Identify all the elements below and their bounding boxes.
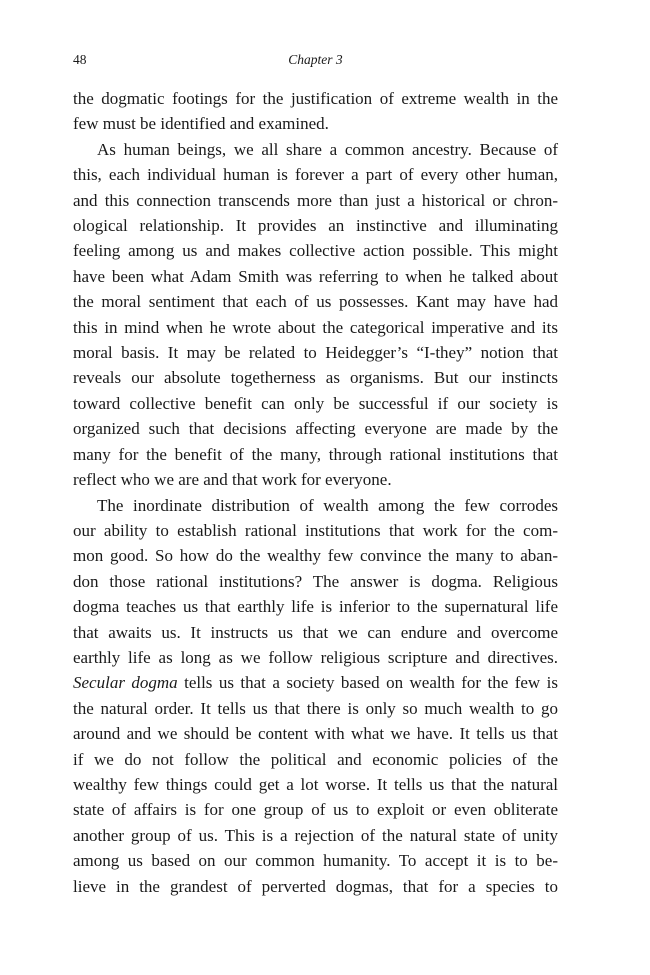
text-line: this in mind when he wrote about the categorical imperative and its [73,317,558,337]
paragraph-2 [73,137,558,493]
text-line: toward collective benefit can only be successful if our society is [73,393,558,413]
text-line: reflect who we are and that work for everyone. [73,470,392,490]
text-line: As human beings, we all share a common ancestry. Because of [97,139,558,159]
text-line: reveals our absolute togetherness as organisms. But our instincts [73,368,558,388]
paragraph-3 [73,493,558,900]
text-line: wealthy few things could get a lot worse. It tells us that the natural [73,774,558,794]
text-line: the dogmatic footings for the justification of extreme wealth in the [73,89,558,108]
text-line: and this connection transcends more than just a historical or chron- [73,190,558,210]
italic-term: Secular dogma [73,673,178,693]
text-line: moral basis. It may be related to Heidegger’s “I-they” notion that [73,343,558,363]
page-number: 48 [73,52,87,67]
text-line: ological relationship. It provides an instinctive and illuminating [73,216,558,236]
text-line: our ability to establish rational institutions that work for the com- [73,520,558,540]
body-text [73,86,558,899]
text-line: dogma teaches us that earthly life is inferior to the supernatural life [73,597,558,617]
text-line: if we do not follow the political and economic policies of the [73,749,558,769]
text-line: state of affairs is for one group of us to exploit or even obliterate [73,800,558,820]
text-line: another group of us. This is a rejection of the natural state of unity [73,825,558,845]
text-line: around and we should be content with what we have. It tells us that [73,724,558,744]
text-line: have been what Adam Smith was referring to when he talked about [73,266,558,286]
text-line: the natural order. It tells us that there is only so much wealth to go [73,698,558,718]
text-line: this, each individual human is forever a part of every other human, [73,165,558,185]
text-line: mon good. So how do the wealthy few convince the many to aban- [73,546,558,566]
text-line: organized such that decisions affecting everyone are made by the [73,419,558,439]
text-line: lieve in the grandest of perverted dogmas, that for a species to [73,876,558,896]
text-line: few must be identified and examined. [73,114,329,134]
text-line-rest: tells us that a society based on wealth for the few is [177,673,558,693]
text-line: the moral sentiment that each of us possesses. Kant may have had [73,292,558,312]
text-line: don those rational institutions? The answer is dogma. Religious [73,571,558,591]
running-head [73,52,558,72]
text-line: many for the benefit of the many, through rational institutions that [73,444,558,464]
chapter-title: Chapter 3 [288,52,343,67]
text-line: earthly life as long as we follow religious scripture and directives. [73,647,558,667]
text-line: The inordinate distribution of wealth among the few corrodes [97,495,558,515]
text-line: feeling among us and makes collective action possible. This might [73,241,558,261]
text-line-with-italic [73,670,558,695]
text-line: among us based on our common humanity. To accept it is to be- [73,851,558,871]
paragraph-1 [73,86,558,137]
text-line: that awaits us. It instructs us that we can endure and overcome [73,622,558,642]
